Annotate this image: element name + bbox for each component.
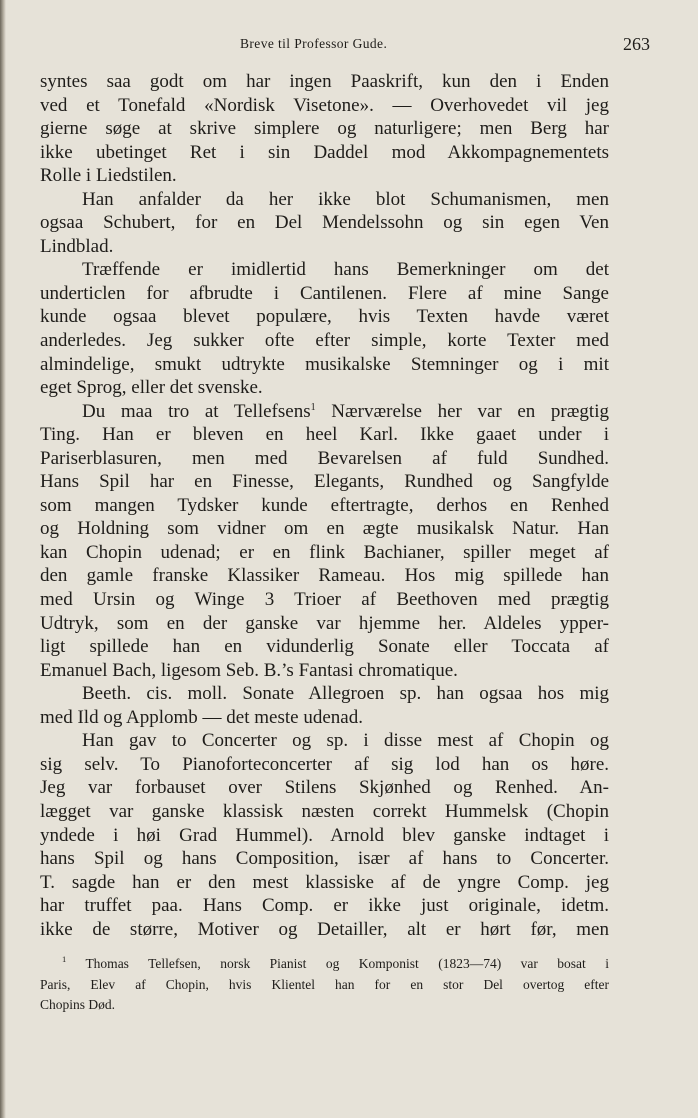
- text-line: med Ild og Applomb — det meste udenad.: [40, 706, 363, 728]
- text-line: har truffet paa. Hans Comp. er ikke just originale, idetm.: [40, 895, 609, 917]
- text-segment: Du maa tro at Tellefsens: [82, 400, 311, 422]
- text-line: ligt spillede han en vidunderlig Sonate eller Toccata af: [40, 636, 609, 658]
- footnote-line: [40, 954, 609, 975]
- text-line: anderledes. Jeg sukker ofte efter simple, korte Texter med: [40, 330, 609, 352]
- footnote-marker: 1: [62, 954, 67, 964]
- text-line: ogsaa Schubert, for en Del Mendelssohn og sin egen Ven: [40, 212, 609, 234]
- text-line: ikke ubetinget Ret i sin Daddel mod Akkompagnementets: [40, 141, 609, 163]
- text-line: kunde ogsaa blevet populære, hvis Texten havde været: [40, 306, 609, 328]
- text-line: almindelige, smukt udtrykte musikalske Stemninger og i mit: [40, 353, 609, 375]
- running-header: [40, 34, 650, 58]
- text-line: gierne søge at skrive simplere og naturligere; men Berg har: [40, 118, 609, 140]
- text-line: Lindblad.: [40, 235, 114, 257]
- page-edge: [0, 0, 6, 1118]
- text-line: ikke de større, Motiver og Detailler, alt er hørt før, men: [40, 918, 609, 940]
- text-line: Rolle i Liedstilen.: [40, 165, 177, 187]
- footnote: [40, 954, 609, 1016]
- body-text: [40, 70, 609, 941]
- text-line: Han anfalder da her ikke blot Schumanismen, men: [82, 188, 609, 210]
- page-number: 263: [623, 34, 650, 54]
- text-line: med Ursin og Winge 3 Trioer af Beethoven med prægtig: [40, 589, 609, 611]
- footnote-line: Chopins Død.: [40, 997, 116, 1012]
- text-segment: Nærværelse her var en prægtig: [315, 400, 609, 422]
- text-line: Beeth. cis. moll. Sonate Allegroen sp. han ogsaa hos mig: [82, 683, 609, 705]
- text-line: som mangen Tydsker kunde eftertragte, derhos en Renhed: [40, 494, 609, 516]
- text-line: hans Spil og hans Composition, især af hans to Concerter.: [40, 848, 609, 870]
- text-line: Pariserblasuren, men med Bevarelsen af fuld Sundhed.: [40, 447, 609, 469]
- text-line: Jeg var forbauset over Stilens Skjønhed og Renhed. An-: [40, 777, 609, 799]
- text-line: Emanuel Bach, ligesom Seb. B.’s Fantasi chromatique.: [40, 659, 458, 681]
- text-line: underticlen for afbrudte i Cantilenen. Flere af mine Sange: [40, 282, 609, 304]
- text-line: eget Sprog, eller det svenske.: [40, 377, 263, 399]
- text-line: yndede i høi Grad Hummel). Arnold blev ganske indtaget i: [40, 824, 609, 846]
- footnote-line: Paris, Elev af Chopin, hvis Klientel han for en stor Del overtog efter: [40, 976, 609, 992]
- text-line: den gamle franske Klassiker Rameau. Hos mig spillede han: [40, 565, 609, 587]
- text-line: kan Chopin udenad; er en flink Bachianer, spiller meget af: [40, 541, 609, 563]
- text-line: og Holdning som vidner om en ægte musikalsk Natur. Han: [40, 518, 609, 540]
- text-line: sig selv. To Pianoforteconcerter af sig lod han os høre.: [40, 753, 609, 775]
- text-line: Han gav to Concerter og sp. i disse mest af Chopin og: [82, 730, 609, 752]
- footnote-reference: 1: [310, 401, 316, 413]
- footnote-text: Thomas Tellefsen, norsk Pianist og Komponist (1823—74) var bosat i: [66, 956, 609, 971]
- text-line: Hans Spil har en Finesse, Elegants, Rundhed og Sangfylde: [40, 471, 609, 493]
- text-line: Træffende er imidlertid hans Bemerkninger om det: [82, 259, 609, 281]
- text-line: Ting. Han er bleven en heel Karl. Ikke gaaet under i: [40, 424, 609, 446]
- text-line: [40, 400, 609, 424]
- running-title: Breve til Professor Gude.: [240, 36, 388, 51]
- text-line: lægget var ganske klassisk næsten correkt Hummelsk (Chopin: [40, 800, 609, 822]
- text-line: T. sagde han er den mest klassiske af de yngre Comp. jeg: [40, 871, 609, 893]
- text-line: Udtryk, som en der ganske var hjemme her. Aldeles ypper-: [40, 612, 609, 634]
- text-line: ved et Tonefald «Nordisk Visetone». — Overhovedet vil jeg: [40, 94, 609, 116]
- text-line: syntes saa godt om har ingen Paaskrift, kun den i Enden: [40, 71, 609, 92]
